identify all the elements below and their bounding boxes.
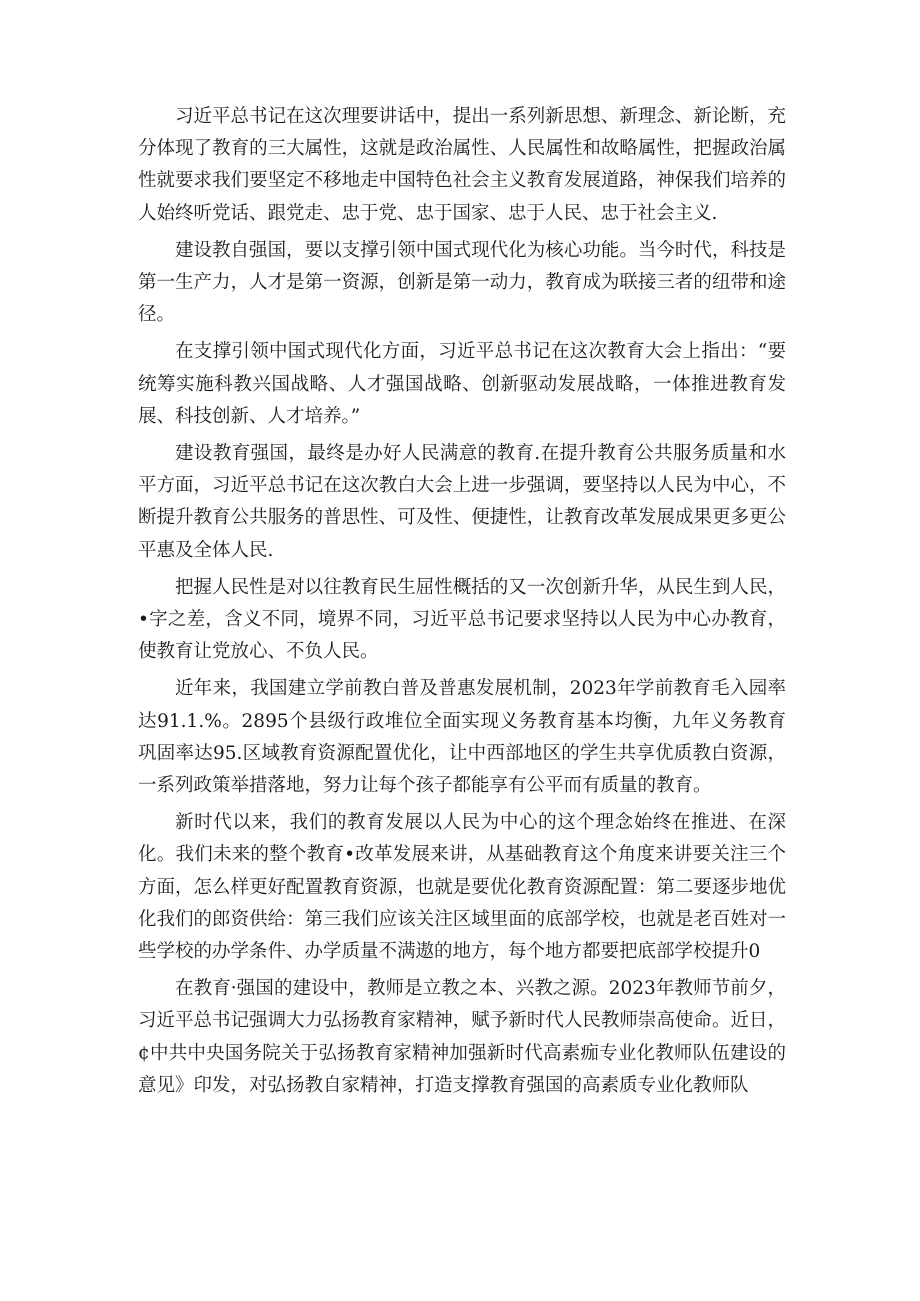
- paragraph-6: 近年来，我国建立学前教白普及普惠发展机制，2023年学前教育毛入园率达91.1.%。2895个县级行政堆位全面实现义务教育基本均衡，九年义务教育巩固率达95.区域教育资源配置优化，让中西部地区的学生共享优质教白资源，一系列政策举措落地，努力让每个孩子都能享有公平而有质量的教育。: [138, 678, 786, 797]
- paragraph-8: 在教育·强国的建设中，教师是立教之本、兴教之源。2023年教师节前夕，习近平总书记强调大力弘扬教育家精神，赋予新时代人民教师崇高使命。近日，¢中共中央国务院关于弘扬教育家精神加强新时代高素痂专业化教师队伍建设的意见》印发，对弘扬教自家精神，打造支撑教育强国的高素质专业化教师队: [138, 978, 786, 1096]
- paragraph-5: 把握人民性是对以往教育民生屈性概括的又一次创新升华，从民生到人民，•字之差，含义不同，境界不同，习近平总书记要求坚持以人民为中心办教育，使教育让党放心、不负人民。: [138, 576, 786, 663]
- document-body: [138, 101, 786, 1107]
- paragraph-3: 在支撑引领中国式现代化方面，习近平总书记在这次教育大会上指出：“要统筹实施科教兴国战略、人才强国战略、创新驱动发展战略，一体推进教育发展、科技创新、人才培养。”: [138, 341, 786, 427]
- paragraph-1: 习近平总书记在这次理要讲话中，提出一系列新思想、新理念、新论断，充分体现了教育的三大属性，这就是政治属性、人民属性和故略属性，把握政治属性就要求我们要坚定不移地走中国特色社会主义教育发展道路，神保我们培养的人始终听党话、跟党走、忠于党、忠于国家、忠于人民、忠于社会主义.: [138, 106, 786, 224]
- paragraph-2: 建设教自强国，要以支撑引领中国式现代化为核心功能。当今时代，科技是第一生产力，人才是第一资源，创新是第一动力，教育成为联接三者的纽带和途径。: [138, 239, 786, 326]
- paragraph-4: 建设教育强国，最终是办好人民满意的教育.在提升教育公共服务质量和水平方面，习近平总书记在这次教白大会上进一步强调，要坚持以人民为中心，不断提升教育公共服务的普思性、可及性、便捷性，让教育改革发展成果更多更公平惠及全体人民.: [138, 443, 786, 561]
- paragraph-7: 新时代以来，我们的教育发展以人民为中心的这个理念始终在推进、在深化。我们未来的整个教育•改革发展来讲，从基础教育这个角度来讲要关注三个方面，怎么样更好配置教育资源，也就是要优化教育资源配置：第二要逐步地优化我们的郎资供给：第三我们应该关注区域里面的底部学校，也就是老百姓对一些学校的办学条件、办学质量不满遨的地方，每个地方都要把底部学校提升0: [138, 812, 786, 963]
